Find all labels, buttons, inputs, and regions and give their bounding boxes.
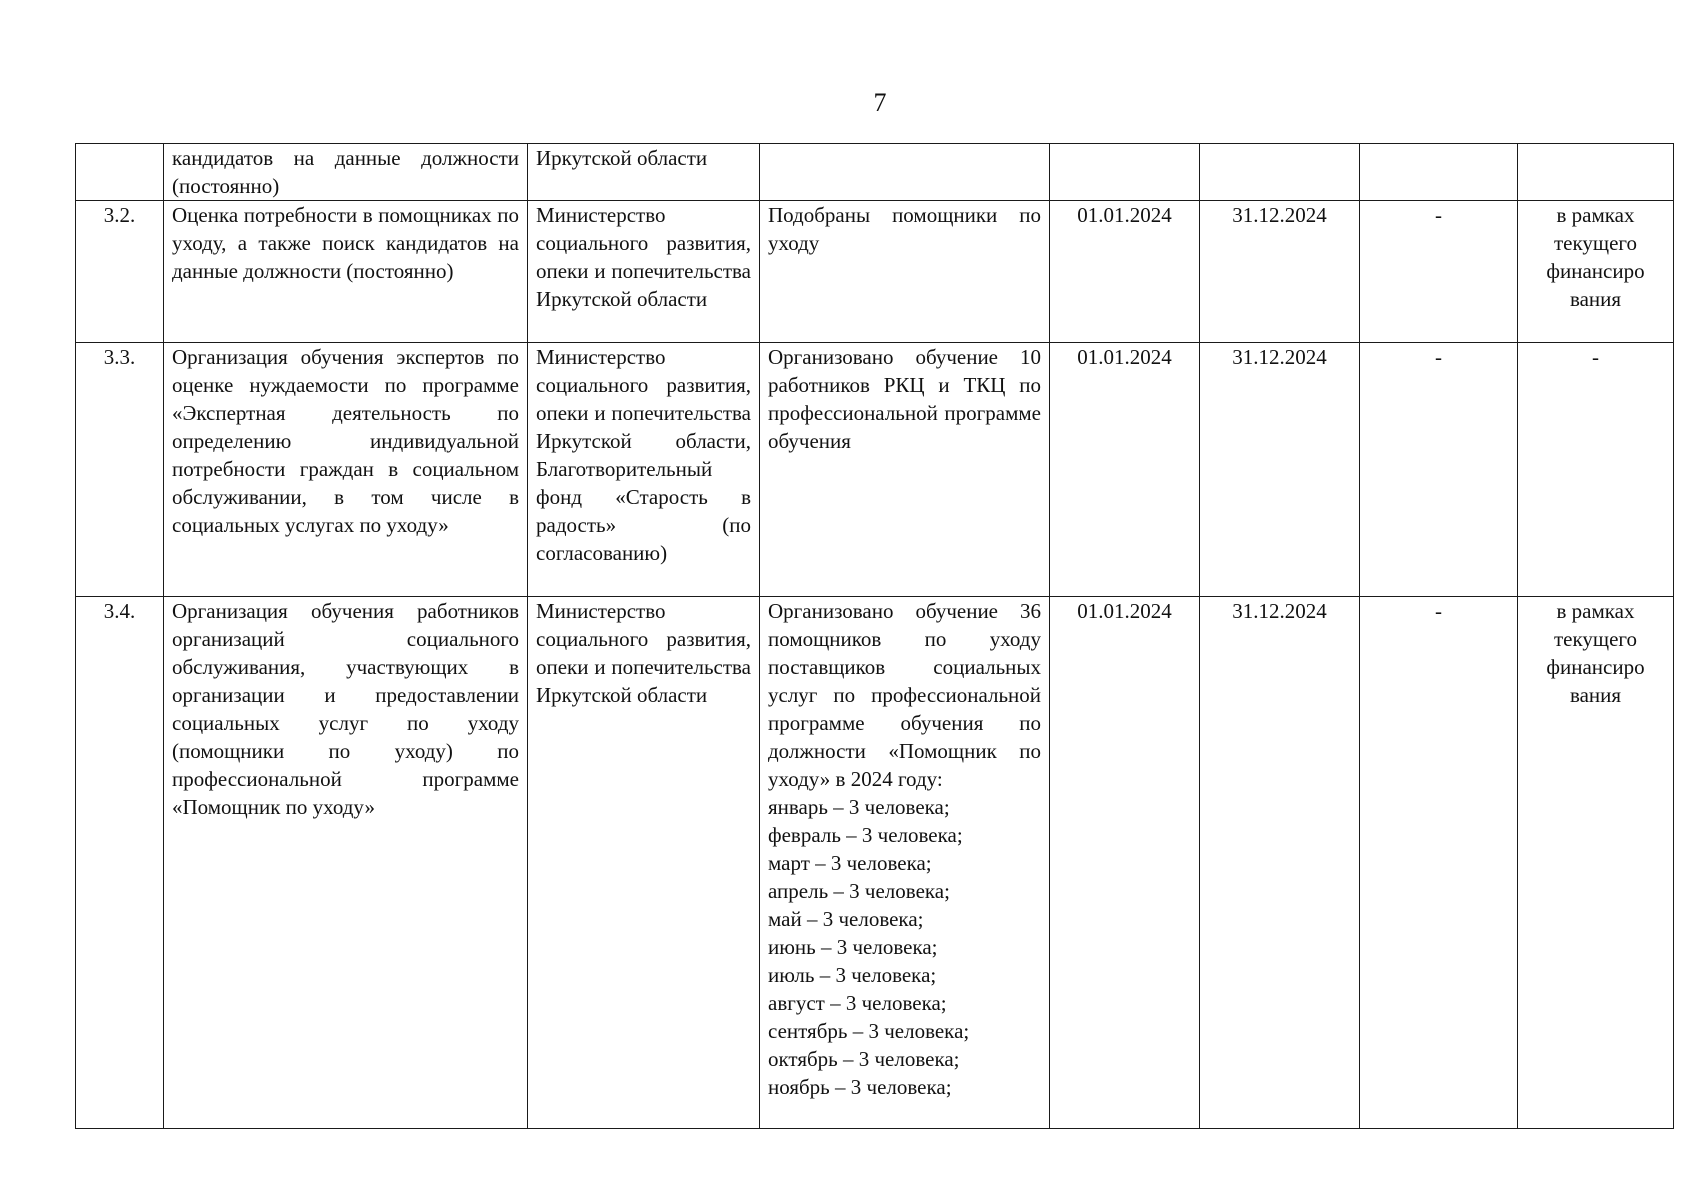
- event-cell-line: Организация обучения работников организаций социального обслуживания, участвующих в организации и предоставлении социальных услуг по уходу (помощники по уходу) по профессиональной программе «Помощник по уходу»: [172, 599, 519, 819]
- start-date: 01.01.2024: [1050, 597, 1200, 1129]
- result-cell-line: апрель – 3 человека;: [768, 879, 950, 903]
- result-cell-line: январь – 3 человека;: [768, 795, 950, 819]
- table-row: [76, 343, 1674, 597]
- responsible-cell: [528, 597, 760, 1129]
- result-cell-line: Подобраны помощники по уходу: [768, 203, 1041, 255]
- event-cell-line: кандидатов на данные должности (постоянно): [172, 146, 519, 198]
- responsible-cell-line: Иркутской области: [536, 146, 708, 170]
- item-number: 3.4.: [76, 597, 164, 1129]
- amount-cell: -: [1360, 201, 1518, 343]
- item-number: 3.3.: [76, 343, 164, 597]
- start-date: 01.01.2024: [1050, 343, 1200, 597]
- event-cell-line: Организация обучения экспертов по оценке нуждаемости по программе «Экспертная деятельность по определению индивидуальной потребности граждан в социальном обслуживании, в том числе в социальных услугах по уходу»: [172, 345, 519, 537]
- responsible-cell: [528, 144, 760, 201]
- result-cell-line: март – 3 человека;: [768, 851, 932, 875]
- end-date: 31.12.2024: [1200, 201, 1360, 343]
- funding-source: в рамках текущего финансиро вания: [1518, 597, 1674, 1129]
- event-cell: [164, 201, 528, 343]
- plan-table: [75, 143, 1674, 1129]
- result-cell-line: октябрь – 3 человека;: [768, 1047, 960, 1071]
- event-cell-line: Оценка потребности в помощниках по уходу, а также поиск кандидатов на данные должности (постоянно): [172, 203, 519, 283]
- amount-cell: -: [1360, 597, 1518, 1129]
- item-number: 3.2.: [76, 201, 164, 343]
- result-cell-line: Организовано обучение 36 помощников по уходу поставщиков социальных услуг по профессиональной программе обучения по должности «Помощник по уходу» в 2024 году:: [768, 599, 1041, 791]
- event-cell: [164, 597, 528, 1129]
- responsible-cell-line: Министерство социального развития, опеки и попечительства Иркутской области: [536, 599, 751, 707]
- result-cell-line: Организовано обучение 10 работников РКЦ и ТКЦ по профессиональной программе обучения: [768, 345, 1041, 453]
- funding-source: в рамках текущего финансиро вания: [1518, 201, 1674, 343]
- result-cell-line: июнь – 3 человека;: [768, 935, 938, 959]
- event-cell: [164, 144, 528, 201]
- event-cell: [164, 343, 528, 597]
- table-body: [76, 144, 1674, 1129]
- table-row: [76, 597, 1674, 1129]
- table-row: [76, 144, 1674, 201]
- result-cell: [760, 343, 1050, 597]
- result-cell-line: сентябрь – 3 человека;: [768, 1019, 970, 1043]
- funding-source: [1518, 144, 1674, 201]
- start-date: 01.01.2024: [1050, 201, 1200, 343]
- responsible-cell: [528, 201, 760, 343]
- result-cell-line: август – 3 человека;: [768, 991, 947, 1015]
- result-cell-line: май – 3 человека;: [768, 907, 924, 931]
- start-date: [1050, 144, 1200, 201]
- funding-source: -: [1518, 343, 1674, 597]
- item-number: [76, 144, 164, 201]
- result-cell: [760, 597, 1050, 1129]
- end-date: 31.12.2024: [1200, 597, 1360, 1129]
- result-cell-line: ноябрь – 3 человека;: [768, 1075, 952, 1099]
- page-number: 7: [873, 88, 887, 117]
- responsible-cell: [528, 343, 760, 597]
- responsible-cell-line: Министерство социального развития, опеки и попечительства Иркутской области: [536, 203, 751, 311]
- end-date: [1200, 144, 1360, 201]
- result-cell-line: июль – 3 человека;: [768, 963, 937, 987]
- end-date: 31.12.2024: [1200, 343, 1360, 597]
- amount-cell: [1360, 144, 1518, 201]
- result-cell: [760, 144, 1050, 201]
- table-row: [76, 201, 1674, 343]
- responsible-cell-line: Министерство социального развития, опеки и попечительства Иркутской области, Благотворительный фонд «Старость в радость» (по согласованию): [536, 345, 751, 565]
- result-cell: [760, 201, 1050, 343]
- amount-cell: -: [1360, 343, 1518, 597]
- result-cell-line: февраль – 3 человека;: [768, 823, 963, 847]
